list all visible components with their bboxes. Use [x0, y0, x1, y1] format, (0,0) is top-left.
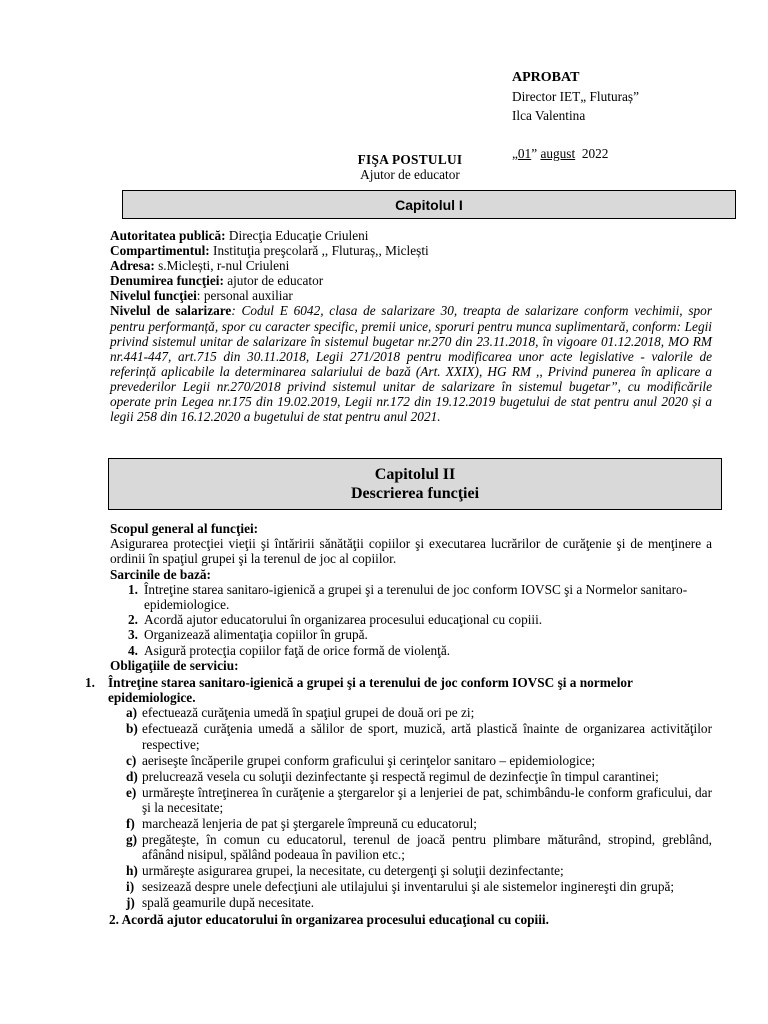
document-title-main: FIŞA POSTULUI	[357, 152, 463, 167]
duty-sub-item	[126, 769, 712, 784]
task-number: 1.	[128, 581, 138, 597]
duty-sub-item	[126, 879, 712, 894]
department-value: Instituţia preşcolară ,, Fluturaș,, Miclești	[209, 243, 429, 259]
address-label: Adresa:	[110, 258, 155, 274]
sub-letter: f)	[126, 815, 135, 831]
description-section	[110, 521, 712, 673]
authority-label: Autoritatea publică:	[110, 228, 226, 243]
function-row	[110, 273, 712, 288]
chapter-2-heading	[108, 458, 722, 510]
info-section	[110, 228, 712, 424]
sub-text: urmăreşte asigurarea grupei, la necesitate, cu detergenţi şi soluţii dezinfectante;	[142, 863, 564, 879]
address-row	[110, 258, 712, 273]
authority-value: Direcţia Educaţie Criuleni	[225, 228, 369, 243]
date-year: 2022	[581, 146, 609, 161]
sub-letter: b)	[126, 721, 138, 737]
duty-sub-item	[126, 832, 712, 862]
duty-2-heading: 2. Acordă ajutor educatorului în organizarea procesului educaţional cu copiii.	[109, 912, 549, 928]
purpose-label: Scopul general al funcţiei:	[110, 521, 259, 536]
task-text: Organizează alimentaţia copiilor în grupă.	[144, 627, 368, 643]
sub-letter: a)	[126, 705, 138, 721]
approval-name: Ilca Valentina	[512, 108, 586, 123]
sub-letter: e)	[126, 784, 137, 800]
level-row	[110, 288, 712, 303]
sub-letter: j)	[126, 895, 135, 911]
sub-text: pregăteşte, în comun cu educatorul, terenul de joacă pentru plimbare măturând, stropind, greblând, afânând nisipul, spălând podeaua în pavilion etc.;	[142, 831, 712, 863]
approval-block	[512, 68, 639, 163]
address-value: s.Miclești, r-nul Criuleni	[154, 258, 290, 274]
sub-letter: i)	[126, 879, 135, 895]
duties-section	[85, 675, 712, 927]
task-item	[128, 582, 712, 612]
duty-sub-item	[126, 863, 712, 878]
duty-1-heading	[85, 675, 712, 705]
sub-text: efectuează curăţenia umedă a sălilor de sport, muzică, artă plastică înainte de organizarea activităţilor respective;	[142, 721, 712, 752]
duty-sub-item	[126, 895, 712, 910]
sub-letter: d)	[126, 768, 138, 784]
chapter-1-heading: Capitolul I	[122, 190, 736, 219]
duty-sub-item	[126, 721, 712, 751]
task-text: Acordă ajutor educatorului în organizarea procesului educaţional cu copiii.	[144, 612, 543, 628]
task-item	[128, 612, 712, 627]
approval-heading: APROBAT	[512, 70, 580, 85]
sub-letter: g)	[126, 831, 138, 847]
duty-1-title: Întreţine starea sanitaro-igienică a grupei şi a terenului de joc conform IOVSC şi a normelor epidemiologice.	[108, 675, 633, 706]
sub-text: sesizează despre unele defecţiuni ale utilajului şi inventarului şi ale sistemelor inginereşti din grupă;	[142, 879, 675, 895]
sub-text: prelucrează vesela cu soluţii dezinfectante şi respectă regimul de dezinfecţie în timpul carantinei;	[142, 768, 659, 784]
duty-sub-item	[126, 705, 712, 720]
department-label: Compartimentul:	[110, 243, 210, 259]
salary-value: : Codul E 6042, clasa de salarizare 30, treapta de salarizare conform vechimii, spor pentru performanță, spor cu caracter specific, premii unice, sporuri pentru munca suplimentară, conform: Legii privind sistemul unitar de salarizare în sistemul bugetar nr.270 din 23.11.2018, în vigoare 01.12.2018, MO RM nr.441-447, art.715 din 30.11.2018, Legii 271/2018 pentru modificarea unor acte legislative - valorile de referință aplicabile la determinarea salariului de bază (Art. XXIX), HG RM ,, Privind punerea în aplicare a prevederilor Legii nr.270/2018 privind sistemul unitar de salarizare în sistemul bugetar”, cu modificările operate prin Legea nr.175 din 19.02.2019, Legii nr.172 din 19.12.2019 bugetului de stat pentru anul 2020 și a legii 258 din 16.12.2020 a bugetului de stat pentru anul 2021.	[110, 303, 712, 425]
document-title-sub: Ajutor de educator	[360, 167, 460, 182]
task-number: 4.	[128, 642, 138, 658]
duty-1-number: 1.	[85, 675, 95, 690]
duty-sub-item	[126, 816, 712, 831]
sub-text: efectuează curăţenia umedă în spaţiul grupei de două ori pe zi;	[142, 705, 475, 721]
duty-sub-item	[126, 753, 712, 768]
task-number: 3.	[128, 627, 138, 643]
chapter-2-title: Descrierea funcţiei	[350, 485, 480, 502]
task-item	[128, 643, 712, 658]
task-text: Asigură protecţia copiilor faţă de orice formă de violenţă.	[144, 642, 451, 658]
document-title	[340, 152, 480, 182]
date-prefix: „	[512, 146, 518, 161]
date-sep: ”	[531, 146, 541, 161]
salary-label: Nivelul de salarizare	[110, 303, 232, 319]
authority-row	[110, 228, 712, 243]
sub-text: urmăreşte întreţinerea în curăţenie a ştergarelor şi a lenjeriei de pat, schimbându-le conform graficului, dar şi la necesitate;	[142, 784, 712, 815]
task-number: 2.	[128, 612, 138, 628]
department-row	[110, 243, 712, 258]
date-day: 01	[517, 146, 532, 161]
date-month: august	[540, 146, 576, 161]
purpose-text: Asigurarea protecţiei vieţii şi întăririi sănătăţii copiilor şi executarea lucrărilor de curăţenie şi de menţinere a ordinii în spaţiul grupei şi la terenul de joc al copiilor.	[110, 536, 712, 567]
level-value: : personal auxiliar	[196, 288, 293, 304]
salary-row	[110, 303, 712, 424]
duty-sub-item	[126, 785, 712, 815]
approval-director: Director IET„ Fluturaș”	[512, 89, 640, 104]
sub-letter: h)	[126, 863, 138, 879]
sub-text: aeriseşte încăperile grupei conform graficului şi cerinţelor sanitaro – epidemiologice;	[142, 752, 596, 768]
chapter-2-label: Capitolul II	[374, 466, 456, 483]
tasks-label: Sarcinile de bază:	[110, 566, 211, 582]
duties-label: Obligaţiile de serviciu:	[110, 657, 239, 673]
level-label: Nivelul funcţiei	[110, 288, 197, 304]
task-item	[128, 627, 712, 642]
approval-date	[512, 144, 639, 163]
sub-letter: c)	[126, 752, 137, 768]
function-label: Denumirea funcţiei:	[110, 273, 224, 289]
sub-text: spală geamurile după necesitate.	[142, 895, 315, 911]
sub-text: marchează lenjeria de pat şi ştergarele împreună cu educatorul;	[142, 815, 477, 831]
function-value: ajutor de educator	[223, 273, 324, 289]
task-text: Întreţine starea sanitaro-igienică a grupei şi a terenului de joc conform IOVSC şi a Normelor sanitaro-epidemiologice.	[144, 581, 688, 613]
